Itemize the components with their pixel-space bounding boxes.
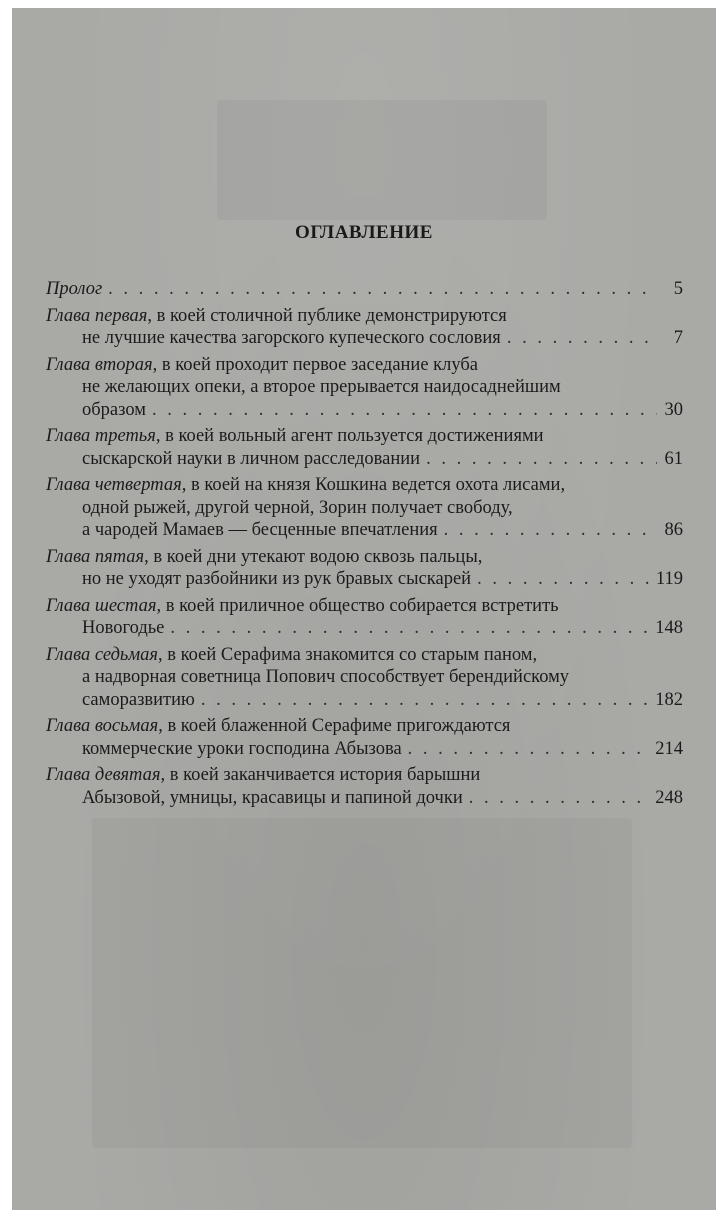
dot-leader [108,278,657,301]
toc-entry-chapter-3[interactable] [46,425,683,470]
dot-leader [444,519,657,542]
toc-entry-text: не лучшие качества загорского купеческого сословия [82,328,501,348]
toc-entry-label: Глава восьмая [46,716,159,736]
toc-entry-text: Абызовой, умницы, красавицы и папиной дочки [82,787,463,808]
toc-page-number: 119 [655,569,683,589]
bleed-through-top [217,100,547,220]
toc-entry-text: , в коей вольный агент пользуется достижениями [155,426,544,446]
dot-leader [201,689,649,712]
toc-page-number: 148 [655,618,683,638]
toc-entry-prologue[interactable] [46,278,683,301]
toc-entry-label: Глава седьмая [46,644,159,665]
toc-entry-label: Глава четвертая [46,475,182,495]
toc-entry-chapter-9[interactable] [46,764,683,809]
dot-leader [426,448,657,471]
toc-entry-chapter-6[interactable] [46,595,683,640]
toc-entry-text: а надворная советница Попович способствует берендийскому [82,667,570,687]
table-of-contents [46,278,683,813]
toc-page-number: 7 [673,328,683,348]
toc-entry-text: образом [82,399,146,420]
toc-entry-label: Глава пятая [46,546,145,567]
book-page [12,8,716,1210]
toc-entry-text: , в коей заканчивается история барышни [160,765,481,785]
toc-entry-text: , в коей проходит первое заседание клуба [152,354,479,375]
dot-leader [170,617,649,640]
toc-entry-label: Глава третья [46,426,156,446]
toc-entry-chapter-8[interactable] [46,715,683,760]
toc-entry-label: Глава первая [46,305,148,326]
dot-leader [469,787,650,810]
toc-entry-text: Новогодье [82,618,165,638]
toc-entry-text: саморазвитию [82,689,195,710]
toc-entry-chapter-4[interactable] [46,474,683,542]
toc-entry-label: Пролог [46,279,103,299]
toc-entry-text: , в коей приличное общество собирается встретить [156,595,559,616]
toc-page-number: 248 [655,787,683,808]
toc-entry-label: Глава шестая [46,595,157,616]
toc-entry-text: сыскарской науки в личном расследовании [82,448,421,469]
toc-entry-text: не желающих опеки, а второе прерывается наидосаднейшим [82,377,561,397]
toc-title: ОГЛАВЛЕНИЕ [295,222,433,243]
toc-page-number: 61 [664,448,683,469]
dot-leader [507,327,657,350]
dot-leader [477,568,650,591]
toc-entry-chapter-7[interactable] [46,644,683,712]
toc-entry-text: , в коей Серафима знакомится со старым паном, [158,644,538,665]
toc-entry-chapter-5[interactable] [46,546,683,591]
toc-entry-chapter-1[interactable] [46,305,683,350]
toc-page-number: 214 [655,738,683,759]
toc-entry-text: , в коей блаженной Серафиме пригождаются [158,716,511,736]
toc-entry-text: , в коей столичной публике демонстрируются [147,305,507,326]
toc-page-number: 182 [655,689,683,710]
toc-entry-label: Глава вторая [46,354,153,375]
toc-entry-label: Глава девятая [46,765,161,785]
toc-entry-text: а чародей Мамаев — бесценные впечатления [82,520,438,540]
toc-page-number: 86 [664,520,683,540]
toc-entry-chapter-2[interactable] [46,354,683,422]
bleed-through-bottom [92,818,632,1148]
toc-page-number: 5 [673,279,683,299]
toc-entry-text: , в коей дни утекают водою сквозь пальцы, [144,546,483,567]
toc-entry-text: одной рыжей, другой черной, Зорин получает свободу, [82,497,513,518]
toc-entry-text: коммерческие уроки господина Абызова [82,738,402,759]
toc-entry-text: , в коей на князя Кошкина ведется охота лисами, [181,475,566,495]
dot-leader [408,738,650,761]
toc-entry-text: но не уходят разбойники из рук бравых сыскарей [82,569,472,589]
dot-leader [152,399,657,422]
toc-page-number: 30 [664,399,683,420]
